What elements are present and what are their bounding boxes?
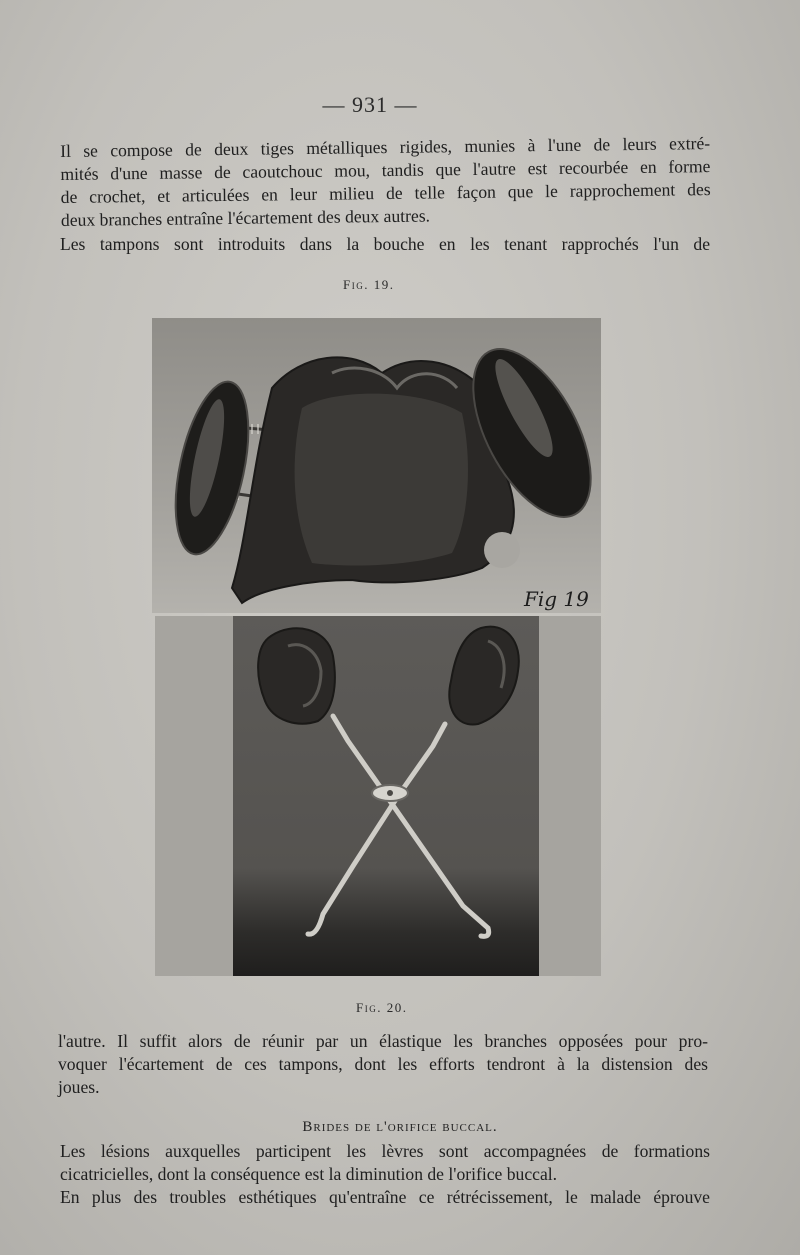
figure-19-photo (152, 318, 601, 613)
paragraph-introduction (60, 233, 710, 256)
section-heading: Brides de l'orifice buccal. (302, 1119, 498, 1135)
text-line: cicatricielles, dont la conséquence est la diminution de l'orifice buccal. (60, 1164, 558, 1184)
paragraph-device-description (60, 132, 711, 232)
figure-20-dark-panel (233, 616, 539, 976)
text-line: Il se compose de deux tiges métalliques rigides, munies à l'une de leurs extré- (60, 133, 711, 161)
text-line: En plus des troubles esthétiques qu'entraîne ce rétrécissement, le malade éprouve (60, 1187, 710, 1207)
text-line: Les tampons sont introduits dans la bouche en les tenant rapprochés l'un de (60, 234, 710, 254)
text-line: deux branches entraîne l'écartement des deux autres. (60, 205, 431, 230)
metal-branches (308, 716, 489, 936)
paragraph-elastic-usage (58, 1030, 708, 1099)
text-line: voquer l'écartement de ces tampons, dont les efforts tendront à la distension des (58, 1054, 708, 1074)
text-line: l'autre. Il suffit alors de réunir par un élastique les branches opposées pour pro- (58, 1031, 708, 1051)
paragraph-lesions (60, 1140, 710, 1209)
figure-19-handwritten-label: Fig 19 (524, 587, 589, 611)
text-line: Les lésions auxquelles participent les lèvres sont accompagnées de formations (60, 1141, 710, 1161)
scissor-device-illustration (233, 616, 539, 976)
text-line: joues. (58, 1077, 100, 1097)
figure-19-caption: Fig. 19. (343, 277, 395, 292)
rubber-pad-right (449, 627, 519, 725)
dental-appliance-illustration (152, 318, 601, 613)
rubber-pad-left (258, 628, 335, 723)
figure-20-photo (155, 616, 601, 976)
figure-20-caption: Fig. 20. (356, 1000, 408, 1015)
page-number: — 931 — (322, 92, 418, 117)
text-line: de crochet, et articulées en leur milieu de telle façon que le rapprochement des (60, 179, 711, 207)
text-line: mités d'une masse de caoutchouc mou, tandis que l'autre est recourbée en forme (60, 156, 711, 184)
